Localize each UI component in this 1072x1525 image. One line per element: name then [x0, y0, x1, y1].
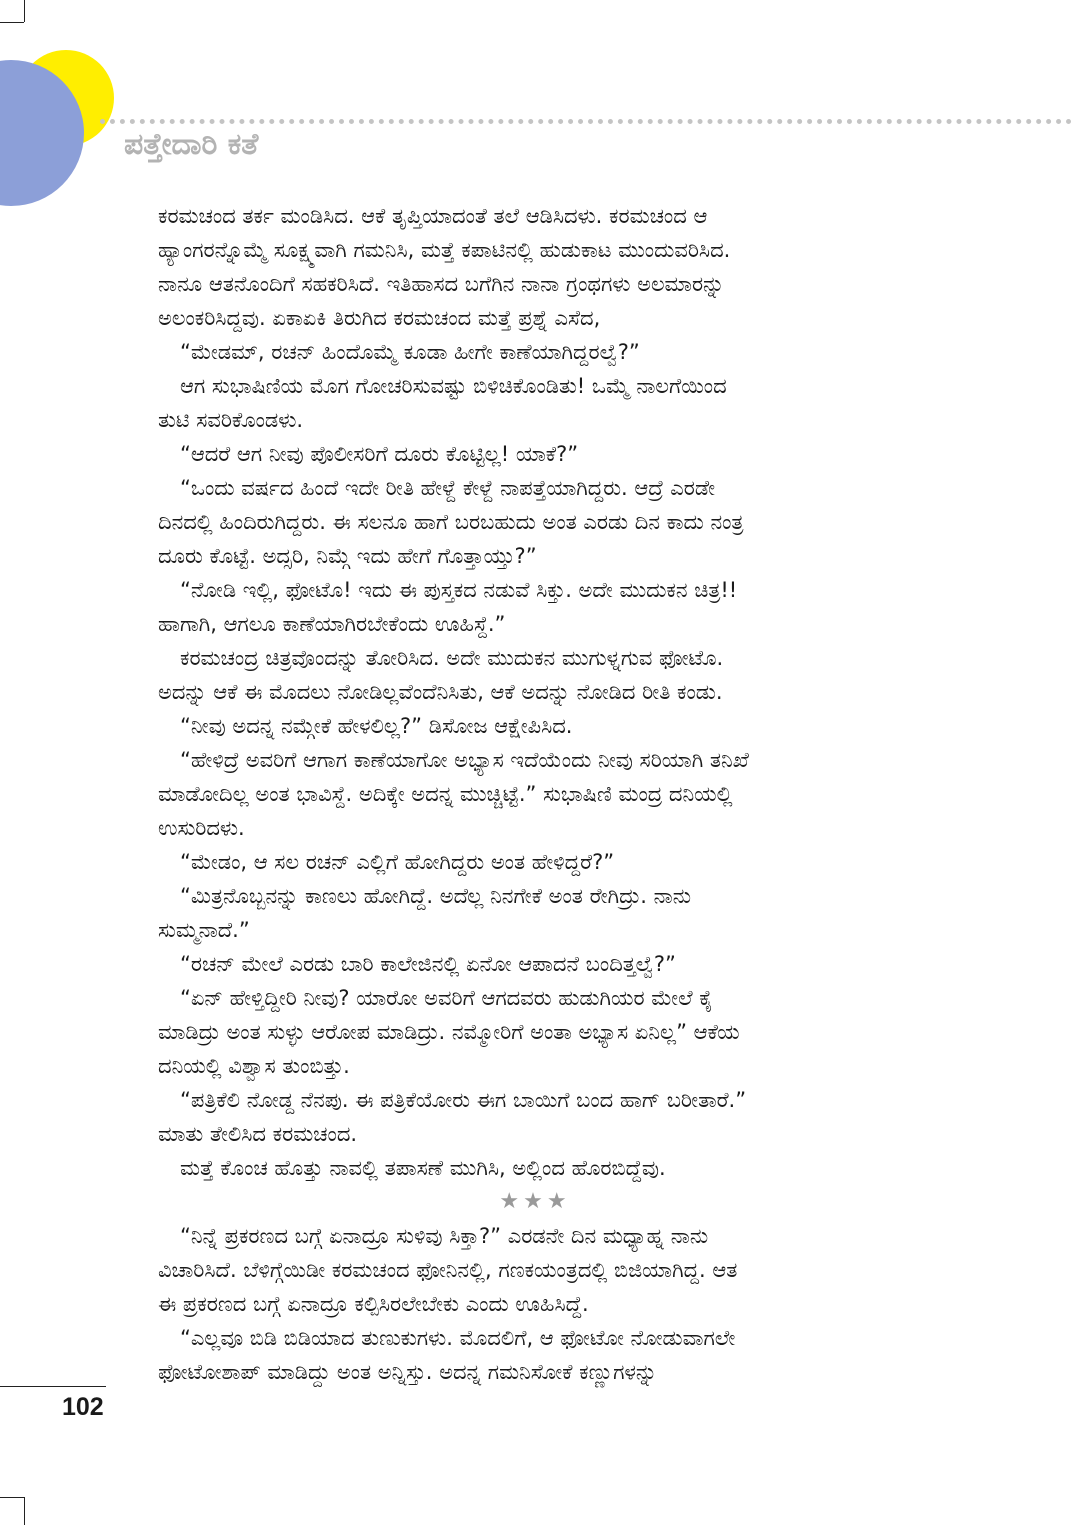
body-line: ಉಸುರಿದಳು. — [158, 816, 245, 840]
body-line: ಸುಮ್ಮನಾದೆ.” — [158, 918, 250, 942]
body-line: ಮಾತು ತೇಲಿಸಿದ ಕರಮಚಂದ. — [158, 1122, 358, 1146]
body-line: ಹಾಗಾಗಿ, ಆಗಲೂ ಕಾಣೆಯಾಗಿರಬೇಕೆಂದು ಊಹಿಸ್ದೆ.” — [158, 612, 506, 636]
body-line: “ನೋಡಿ ಇಲ್ಲಿ, ಫೋಟೊ! ಇದು ಈ ಪುಸ್ತಕದ ನಡುವೆ ಸಿಕ್ತು. ಅದೇ ಮುದುಕನ ಚಿತ್ರ!! — [180, 578, 738, 602]
body-line: ತುಟಿ ಸವರಿಕೊಂಡಳು. — [158, 408, 304, 432]
body-line: “ರಚನ್ ಮೇಲೆ ಎರಡು ಬಾರಿ ಕಾಲೇಜಿನಲ್ಲಿ ಏನೋ ಆಪಾದನೆ ಬಂದಿತ್ತಲ್ವೆ?” — [180, 952, 676, 976]
body-line: ಮಾಡಿದ್ರು ಅಂತ ಸುಳ್ಳು ಆರೋಪ ಮಾಡಿದ್ರು. ನಮ್ಮೋರಿಗೆ ಅಂತಾ ಅಭ್ಯಾಸ ಏನಿಲ್ಲ” ಆಕೆಯ — [158, 1020, 740, 1044]
crop-mark-bottom-left-horizontal — [0, 1497, 24, 1498]
section-title: ಪತ್ತೇದಾರಿ ಕತೆ — [124, 127, 259, 162]
body-line: “ಮಿತ್ರನೊಬ್ಬನನ್ನು ಕಾಣಲು ಹೋಗಿದ್ದೆ. ಅದೆಲ್ಲ ನಿನಗೇಕೆ ಅಂತ ರೇಗಿದ್ರು. ನಾನು — [180, 884, 692, 908]
body-line: “ಮೇಡಮ್, ರಚನ್ ಹಿಂದೊಮ್ಮೆ ಕೂಡಾ ಹೀಗೇ ಕಾಣೆಯಾಗಿದ್ದರಲ್ವೆ?” — [180, 340, 640, 364]
body-line: ದಿನದಲ್ಲಿ ಹಿಂದಿರುಗಿದ್ದರು. ಈ ಸಲನೂ ಹಾಗೆ ಬರಬಹುದು ಅಂತ ಎರಡು ದಿನ ಕಾದು ನಂತ್ರ — [158, 510, 744, 534]
body-line: ದನಿಯಲ್ಲಿ ವಿಶ್ವಾಸ ತುಂಬಿತ್ತು. — [158, 1054, 350, 1078]
crop-mark-bottom-left-vertical — [24, 1497, 25, 1525]
body-line: ಫೋಟೋಶಾಪ್ ಮಾಡಿದ್ದು ಅಂತ ಅನ್ನಿಸ್ತು. ಅದನ್ನ ಗಮನಿಸೋಕೆ ಕಣ್ಣುಗಳನ್ನು — [158, 1360, 658, 1384]
footer-rule — [0, 1386, 106, 1387]
body-line: “ಮೇಡಂ, ಆ ಸಲ ರಚನ್ ಎಲ್ಲಿಗೆ ಹೋಗಿದ್ದರು ಅಂತ ಹೇಳಿದ್ದರೆ?” — [180, 850, 615, 874]
body-line: ಆಗ ಸುಭಾಷಿಣಿಯ ಮೊಗ ಗೋಚರಿಸುವಷ್ಟು ಬಿಳಿಚಿಕೊಂಡಿತು! ಒಮ್ಮೆ ನಾಲಗೆಯಿಂದ — [180, 374, 727, 398]
body-line: “ನೀವು ಅದನ್ನ ನಮ್ಗೇಕೆ ಹೇಳಲಿಲ್ಲ?” ಡಿಸೋಜ ಆಕ್ಷೇಪಿಸಿದ. — [180, 714, 573, 738]
body-line: ವಿಚಾರಿಸಿದೆ. ಬೆಳಿಗ್ಗೆಯಿಡೀ ಕರಮಚಂದ ಫೋನಿನಲ್ಲಿ, ಗಣಕಯಂತ್ರದಲ್ಲಿ ಬಿಜಿಯಾಗಿದ್ದ. ಆತ — [158, 1258, 738, 1282]
body-line: ಹ್ಯಾಂಗರನ್ನೊಮ್ಮೆ ಸೂಕ್ಷ್ಮವಾಗಿ ಗಮನಿಸಿ, ಮತ್ತೆ ಕಪಾಟಿನಲ್ಲಿ ಹುಡುಕಾಟ ಮುಂದುವರಿಸಿದ. — [158, 238, 731, 262]
page-number: 102 — [62, 1393, 104, 1421]
crop-mark-top-left-horizontal — [0, 22, 24, 23]
body-line: ಕರಮಚಂದ ತರ್ಕ ಮಂಡಿಸಿದ. ಆಕೆ ತೃಪ್ತಿಯಾದಂತೆ ತಲೆ ಆಡಿಸಿದಳು. ಕರಮಚಂದ ಆ — [158, 204, 708, 228]
body-line: ಮತ್ತೆ ಕೊಂಚ ಹೊತ್ತು ನಾವಲ್ಲಿ ತಪಾಸಣೆ ಮುಗಿಸಿ, ಅಲ್ಲಿಂದ ಹೊರಬಿದ್ದೆವು. — [180, 1156, 666, 1180]
section-break-stars: ★★★ — [499, 1189, 571, 1214]
body-line: “ಆದರೆ ಆಗ ನೀವು ಪೊಲೀಸರಿಗೆ ದೂರು ಕೊಟ್ಟಿಲ್ಲ! ಯಾಕೆ?” — [180, 442, 579, 466]
body-line: ದೂರು ಕೊಟ್ಟೆ. ಅದ್ಸರಿ, ನಿಮ್ಗೆ ಇದು ಹೇಗೆ ಗೊತ್ತಾಯ್ತು?” — [158, 544, 537, 568]
body-line: “ಪತ್ರಿಕೆಲಿ ನೋಡ್ದ ನೆನಪು. ಈ ಪತ್ರಿಕೆಯೋರು ಈಗ ಬಾಯಿಗೆ ಬಂದ ಹಾಗ್ ಬರೀತಾರೆ.” — [180, 1088, 747, 1112]
body-line: ಅಲಂಕರಿಸಿದ್ದವು. ಏಕಾಏಕಿ ತಿರುಗಿದ ಕರಮಚಂದ ಮತ್ತೆ ಪ್ರಶ್ನೆ ಎಸೆದ, — [158, 306, 601, 330]
crop-mark-top-left-vertical — [24, 0, 25, 22]
body-line: “ಏನ್ ಹೇಳ್ತಿದ್ದೀರಿ ನೀವು? ಯಾರೋ ಅವರಿಗೆ ಆಗದವರು ಹುಡುಗಿಯರ ಮೇಲೆ ಕೈ — [180, 986, 714, 1010]
body-line: “ನಿನ್ನೆ ಪ್ರಕರಣದ ಬಗ್ಗೆ ಏನಾದ್ರೂ ಸುಳಿವು ಸಿಕ್ತಾ?” ಎರಡನೇ ದಿನ ಮಧ್ಯಾಹ್ನ ನಾನು — [180, 1224, 709, 1248]
body-line: “ಎಲ್ಲವೂ ಬಿಡಿ ಬಿಡಿಯಾದ ತುಣುಕುಗಳು. ಮೊದಲಿಗೆ, ಆ ಫೋಟೋ ನೋಡುವಾಗಲೇ — [180, 1326, 736, 1350]
body-line: ನಾನೂ ಆತನೊಂದಿಗೆ ಸಹಕರಿಸಿದೆ. ಇತಿಹಾಸದ ಬಗೆಗಿನ ನಾನಾ ಗ್ರಂಥಗಳು ಅಲಮಾರನ್ನು — [158, 272, 725, 296]
body-line: ಅದನ್ನು ಆಕೆ ಈ ಮೊದಲು ನೋಡಿಲ್ಲವೆಂದೆನಿಸಿತು, ಆಕೆ ಅದನ್ನು ನೋಡಿದ ರೀತಿ ಕಂಡು. — [158, 680, 723, 704]
body-line: ಈ ಪ್ರಕರಣದ ಬಗ್ಗೆ ಏನಾದ್ರೂ ಕಲ್ಪಿಸಿರಲೇಬೇಕು ಎಂದು ಊಹಿಸಿದ್ದೆ. — [158, 1292, 589, 1316]
body-line: “ಒಂದು ವರ್ಷದ ಹಿಂದೆ ಇದೇ ರೀತಿ ಹೇಳ್ದೆ ಕೇಳ್ದೆ ನಾಪತ್ತೆಯಾಗಿದ್ದರು. ಆದ್ರೆ ಎರಡೇ — [180, 476, 716, 500]
body-line: ಮಾಡೋದಿಲ್ಲ ಅಂತ ಭಾವಿಸ್ದೆ. ಅದಿಕ್ಕೇ ಅದನ್ನ ಮುಚ್ಚಿಟ್ಟೆ.” ಸುಭಾಷಿಣಿ ಮಂದ್ರ ದನಿಯಲ್ಲಿ — [158, 782, 733, 806]
story-body — [158, 199, 912, 1389]
body-line: ಕರಮಚಂದ್ರ ಚಿತ್ರವೊಂದನ್ನು ತೋರಿಸಿದ. ಅದೇ ಮುದುಕನ ಮುಗುಳ್ನಗುವ ಫೋಟೊ. — [180, 646, 724, 670]
body-line: “ಹೇಳಿದ್ರೆ ಅವರಿಗೆ ಆಗಾಗ ಕಾಣೆಯಾಗೋ ಅಭ್ಯಾಸ ಇದೆಯೆಂದು ನೀವು ಸರಿಯಾಗಿ ತನಿಖೆ — [180, 748, 749, 772]
